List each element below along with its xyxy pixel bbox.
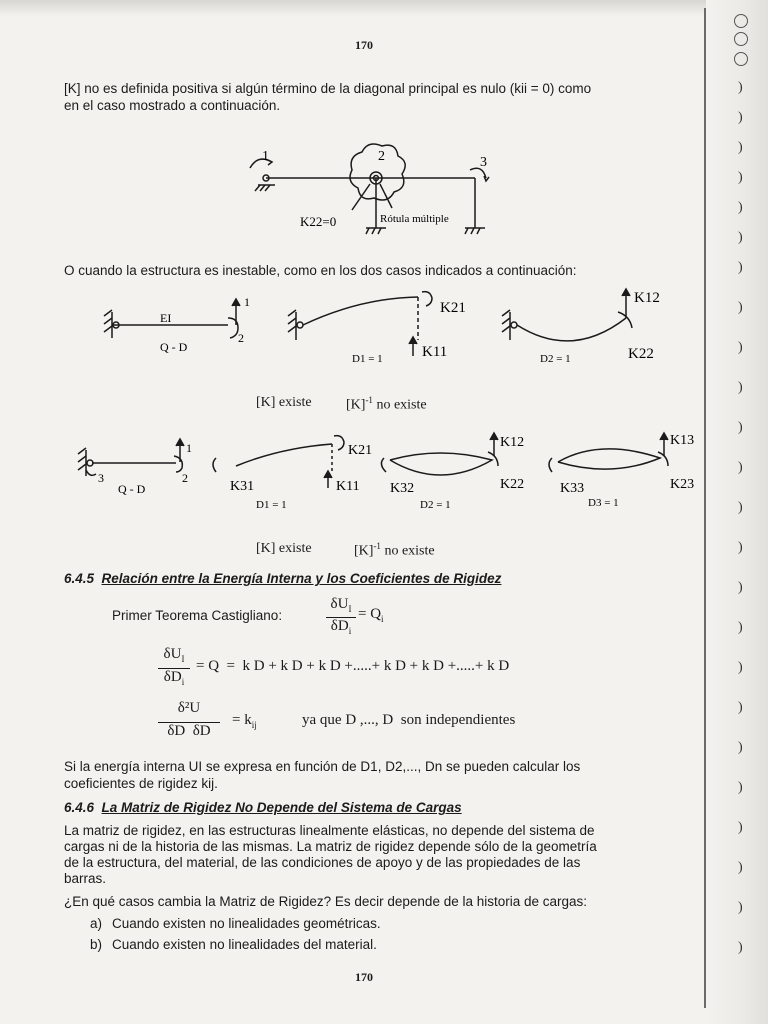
fig1-k22-label: K22=0 (300, 214, 337, 229)
fig1-dof-3: 3 (480, 155, 487, 170)
castigliano-label: Primer Teorema Castigliano: (112, 608, 283, 623)
fig1-dof-1: 1 (262, 149, 269, 164)
question-line: ¿En qué casos cambia la Matriz de Rigidez? Es decir depende de la historia de cargas: (64, 894, 588, 909)
binding-ring: ) (738, 420, 743, 435)
binding-ring: ) (738, 620, 743, 635)
fig1-dof-2: 2 (378, 149, 385, 164)
energy-line-1: Si la energía interna UI se expresa en función de D1, D2,..., Dn se pueden calcular los (64, 759, 581, 774)
binding-ring: ) (738, 940, 743, 955)
fig2-k22: K22 (628, 346, 654, 362)
binding-ring: ) (738, 780, 743, 795)
fig2-kinv-statement: $[K]^{-1}$ no existe (346, 395, 427, 413)
page-number-top: 170 (355, 38, 373, 52)
fig3-k32: K32 (390, 481, 415, 496)
eq1-rhs: = $Q_i$ (358, 606, 384, 624)
fig3-b1-dof3: 3 (98, 471, 104, 485)
binding-ring: ) (738, 200, 743, 215)
binding-ring: ) (738, 230, 743, 245)
fig3-d2: D2 = 1 (420, 499, 451, 511)
paragraph-line: La matriz de rigidez, en las estructuras linealmente elásticas, no depende del sistema de (64, 823, 595, 838)
fig2-qd: Q - D (160, 340, 188, 354)
page-number-bottom: 170 (355, 970, 373, 984)
list-item-marker: b) (90, 937, 103, 952)
eq2-rhs: = Q = k D + k D + k D +.....+ k D + k D +.....+ k D (196, 658, 510, 674)
fig2-b1-dof1: 1 (244, 295, 250, 309)
binding-ring: ) (738, 380, 743, 395)
binding-ring: ) (738, 460, 743, 475)
binding-ring: ) (738, 140, 743, 155)
binding-ring: ) (738, 110, 743, 125)
intro-line-1: [K] no es definida positiva si algún término de la diagonal principal es nulo (kii = 0) como (64, 81, 592, 96)
intro-line-2: en el caso mostrado a continuación. (64, 98, 281, 113)
fig3-d1: D1 = 1 (256, 499, 287, 511)
eq3-rhs: = $k_{ij}$ (232, 712, 257, 730)
binding-ring: ) (738, 860, 743, 875)
paragraph-line: barras. (64, 871, 107, 886)
binding-ring: ) (738, 170, 743, 185)
fig3-k-exists: [K] existe (256, 541, 312, 556)
fig2-k11: K11 (422, 344, 448, 360)
section-645-heading: 6.4.5 Relación entre la Energía Interna y los Coeficientes de Rigidez (64, 571, 502, 586)
fig2-d1: D1 = 1 (352, 353, 383, 365)
eq2-numerator: $\delta U_I$ (163, 646, 185, 664)
binding-ring: ) (738, 500, 743, 515)
fig3-k21: K21 (348, 443, 373, 458)
eq2-denominator: $\delta D_i$ (158, 668, 190, 687)
fig2-b1-dof2: 2 (238, 331, 244, 345)
energy-line-2: coeficientes de rigidez kij. (64, 776, 218, 791)
eq1-denominator: $\delta D_i$ (326, 617, 356, 636)
eq1-numerator: $\delta U_I$ (330, 596, 352, 614)
eq3-numerator: δ²U (177, 700, 201, 716)
list-item-text: Cuando existen no linealidades del material. (112, 937, 377, 952)
binding-ring: ) (738, 580, 743, 595)
fig3-d3: D3 = 1 (588, 497, 619, 509)
fig3-k23: K23 (670, 477, 695, 492)
fig2-k21: K21 (440, 300, 466, 316)
fig3-b1-dof1: 1 (186, 441, 192, 455)
paragraph-line: cargas ni de la historia de las mismas. La matriz de rigidez depende sólo de la geometría (64, 839, 597, 854)
binding-ring: ) (738, 80, 743, 95)
fig3-k33: K33 (560, 481, 585, 496)
fig2-k-exists: [K] existe (256, 395, 312, 410)
binding-ring: ) (738, 740, 743, 755)
unstable-intro: O cuando la estructura es inestable, como en los dos casos indicados a continuación: (64, 263, 577, 278)
fig3-k13: K13 (670, 433, 695, 448)
fig3-k12: K12 (500, 435, 525, 450)
fig2-d2: D2 = 1 (540, 353, 571, 365)
binding-ring: ) (738, 660, 743, 675)
fig3-b1-dof2: 2 (182, 471, 188, 485)
section-646-heading: 6.4.6 La Matriz de Rigidez No Depende del Sistema de Cargas (64, 800, 462, 815)
fig1-hinge-label: Rótula múltiple (380, 213, 449, 225)
fig3-kinv-statement: $[K]^{-1}$ no existe (354, 541, 435, 559)
eq3-note: ya que D ,..., D son independientes (302, 712, 516, 728)
binding-ring: ) (738, 900, 743, 915)
fig3-k11: K11 (336, 479, 360, 494)
list-item-marker: a) (90, 916, 103, 931)
fig2-ei: EI (160, 311, 172, 325)
fig3-qd: Q - D (118, 482, 146, 496)
eq3-denominator: δD δD (158, 722, 220, 740)
fig3-k22: K22 (500, 477, 525, 492)
binding-ring: ) (738, 700, 743, 715)
fig2-k12: K12 (634, 290, 660, 306)
binding-ring: ) (738, 340, 743, 355)
binding-ring: ) (738, 300, 743, 315)
binding-ring: ) (738, 820, 743, 835)
paragraph-line: de la estructura, del material, de las condiciones de apoyo y de las propiedades de las (64, 855, 581, 870)
binding-ring: ) (738, 540, 743, 555)
list-item-text: Cuando existen no linealidades geométricas. (112, 916, 381, 931)
fig3-k31: K31 (230, 479, 255, 494)
binding-ring: ) (738, 260, 743, 275)
